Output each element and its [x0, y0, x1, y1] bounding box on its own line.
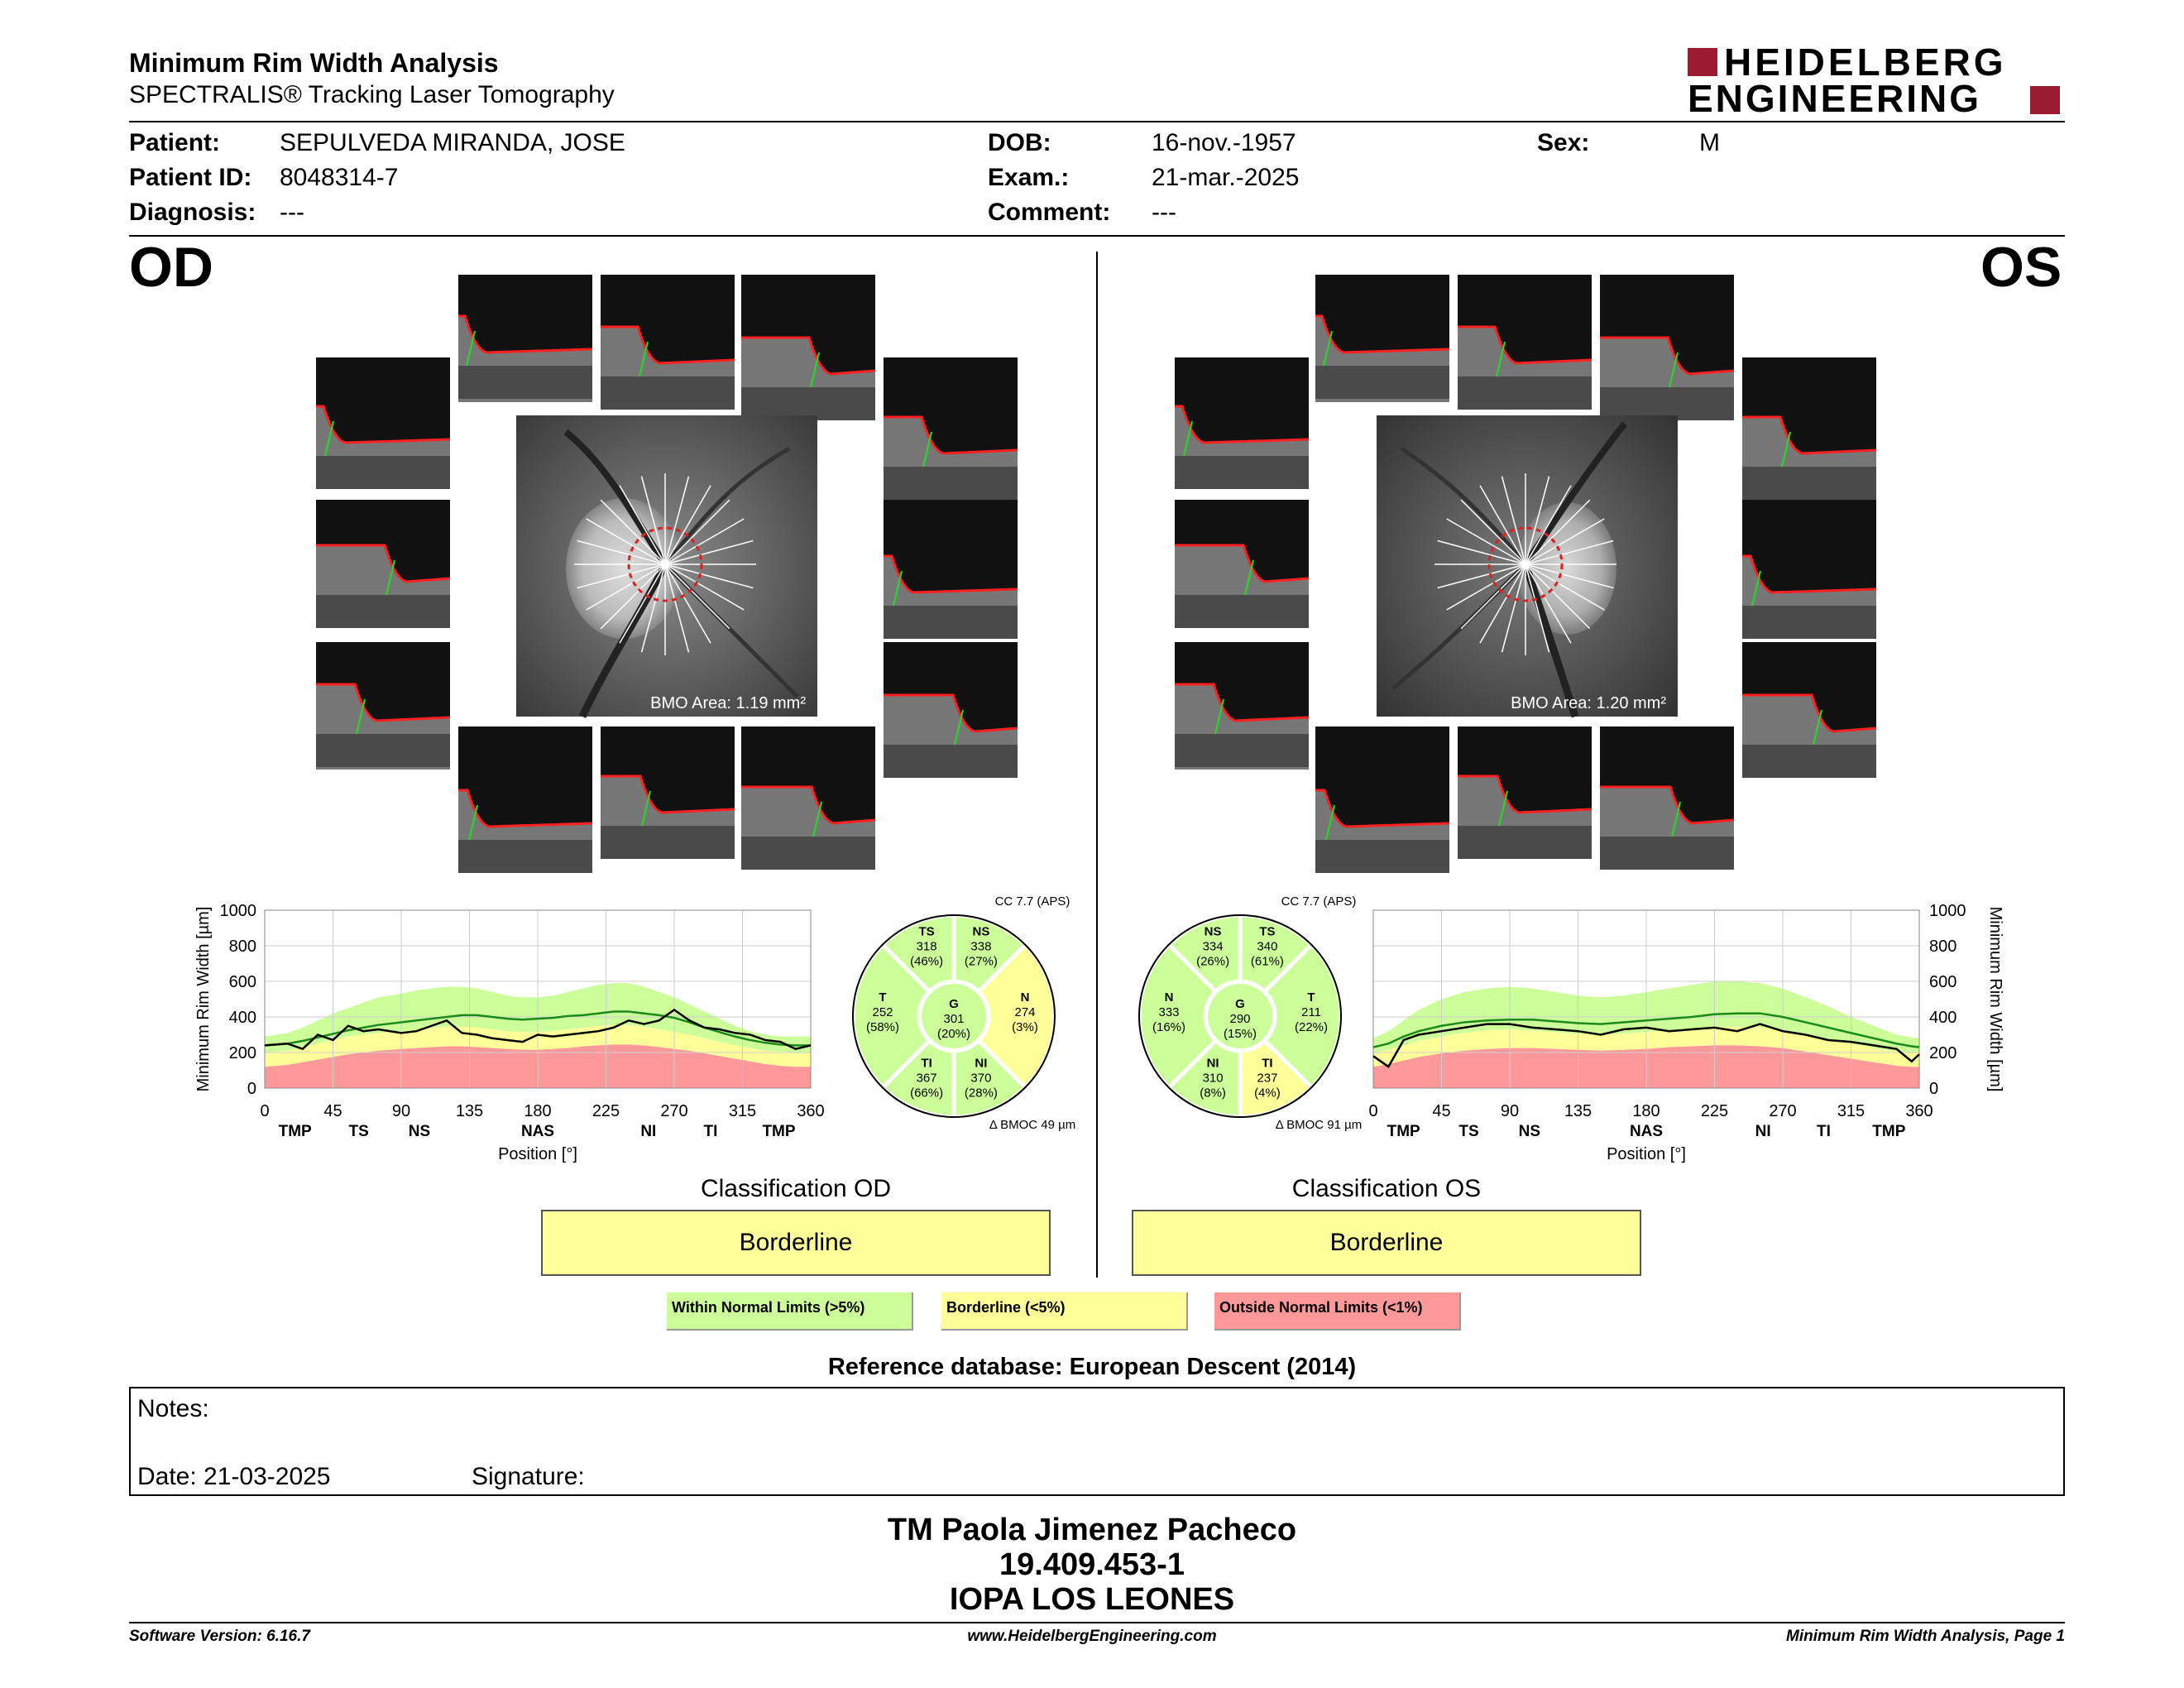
od-oct-scan-8 [316, 642, 450, 770]
od-mrw-chart [190, 894, 836, 1175]
sector-text: (66%) [910, 1086, 944, 1101]
x-tick-label: 45 [323, 1102, 342, 1120]
signatory-institution: IOPA LOS LEONES [949, 1582, 1235, 1617]
patient-id: 8048314-7 [280, 164, 399, 191]
sector-label: TMP [278, 1123, 312, 1140]
od-oct-scan-9 [884, 642, 1018, 770]
website-link[interactable]: www.HeidelbergEngineering.com [967, 1628, 1217, 1645]
os-oct-scan-9 [1742, 642, 1876, 770]
signatory-rut: 19.409.453-1 [999, 1547, 1185, 1582]
patient-id-label: Patient ID: [129, 164, 252, 191]
y-tick-label: 600 [228, 973, 256, 991]
os-oct-scan-1 [1315, 275, 1449, 402]
x-tick-label: 90 [391, 1102, 411, 1120]
x-axis-label: Position [°] [1607, 1145, 1686, 1163]
sector-text: G [949, 997, 959, 1011]
x-tick-label: 180 [1632, 1102, 1660, 1120]
signatory-name: TM Paola Jimenez Pacheco [887, 1513, 1297, 1547]
notes-label: Notes: [137, 1395, 209, 1422]
sector-text: 367 [916, 1071, 937, 1086]
od-oct-scan-3 [741, 275, 875, 402]
bmoc-label: Δ BMOC 49 µm [989, 1118, 1076, 1132]
od-sector-chart [834, 890, 1074, 1130]
sector-text: G [1235, 997, 1245, 1011]
sector-text: NI [975, 1056, 988, 1071]
legend-outside-normal: Outside Normal Limits (<1%) [1214, 1292, 1461, 1331]
signature-label: Signature: [472, 1463, 585, 1490]
sector-label: TMP [1872, 1123, 1906, 1140]
date-label: Date: 21-03-2025 [137, 1463, 331, 1490]
os-classification-value: Borderline [1132, 1210, 1641, 1276]
x-tick-label: 270 [1769, 1102, 1797, 1120]
sector-text: (58%) [865, 1020, 900, 1034]
od-oct-scan-12 [741, 727, 875, 854]
cc-label: CC 7.7 (APS) [994, 894, 1070, 909]
software-version: Software Version: 6.16.7 [129, 1628, 310, 1645]
os-oct-scan-3 [1600, 275, 1734, 402]
sector-text: (16%) [1152, 1020, 1186, 1034]
od-oct-scan-2 [601, 275, 735, 402]
exam-label: Exam.: [988, 164, 1070, 191]
comment-label: Comment: [988, 199, 1111, 226]
exam-date: 21-mar.-2025 [1152, 164, 1300, 191]
sector-text: 301 [943, 1012, 965, 1026]
sector-text: TI [921, 1056, 932, 1071]
y-tick-label: 800 [228, 938, 256, 956]
sector-text: TS [918, 924, 935, 939]
legend-within-normal: Within Normal Limits (>5%) [667, 1292, 913, 1331]
sector-text: TI [1262, 1056, 1273, 1071]
sector-label: NS [1518, 1123, 1541, 1140]
y-tick-label: 0 [247, 1080, 256, 1098]
sector-text: NS [972, 924, 990, 939]
x-tick-label: 0 [1368, 1102, 1378, 1120]
report-title: Minimum Rim Width Analysis [129, 48, 499, 78]
y-tick-label: 600 [1929, 973, 1957, 991]
page-info: Minimum Rim Width Analysis, Page 1 [1786, 1628, 2065, 1645]
x-axis-label: Position [°] [498, 1145, 577, 1163]
sector-label: TMP [1387, 1123, 1420, 1140]
os-oct-scan-4 [1175, 357, 1309, 485]
os-classification-label: Classification OS [1291, 1175, 1482, 1202]
diagnosis: --- [280, 199, 304, 226]
y-tick-label: 0 [1929, 1080, 1939, 1098]
center-divider [1096, 252, 1098, 1278]
os-oct-scan-12 [1600, 727, 1734, 854]
sector-label: TMP [762, 1123, 796, 1140]
y-tick-label: 400 [228, 1009, 256, 1027]
os-oct-scan-2 [1458, 275, 1592, 402]
sector-label: NAS [520, 1123, 555, 1140]
od-oct-scan-7 [884, 500, 1018, 627]
sector-text: 333 [1158, 1005, 1180, 1019]
sector-text: (8%) [1200, 1086, 1226, 1101]
sector-text: (15%) [1223, 1027, 1257, 1041]
x-tick-label: 90 [1500, 1102, 1520, 1120]
x-tick-label: 315 [728, 1102, 757, 1120]
od-classification-value: Borderline [541, 1210, 1051, 1276]
sector-text: (4%) [1254, 1086, 1281, 1101]
x-tick-label: 315 [1837, 1102, 1866, 1120]
sector-text: 237 [1257, 1071, 1278, 1086]
od-oct-scan-1 [458, 275, 592, 402]
od-oct-scan-11 [601, 727, 735, 854]
bmoc-label: Δ BMOC 91 µm [1275, 1118, 1363, 1132]
sector-text: 211 [1301, 1005, 1321, 1019]
sector-label: NS [408, 1123, 431, 1140]
os-sector-chart [1120, 890, 1363, 1132]
y-tick-label: 800 [1929, 938, 1957, 956]
sector-text: 338 [970, 939, 992, 954]
notes-box[interactable] [129, 1387, 2065, 1496]
sector-label: NI [1755, 1123, 1771, 1140]
od-oct-scan-4 [316, 357, 450, 485]
sector-label: NAS [1629, 1123, 1664, 1140]
x-tick-label: 180 [524, 1102, 552, 1120]
sector-text: 252 [872, 1005, 893, 1019]
sector-text: 370 [970, 1071, 992, 1086]
od-fundus-image [516, 415, 817, 717]
y-tick-label: 200 [1929, 1044, 1957, 1062]
sector-text: T [879, 990, 887, 1005]
x-tick-label: 360 [1905, 1102, 1933, 1120]
patient-label: Patient: [129, 129, 221, 156]
sector-label: TI [1817, 1123, 1831, 1140]
os-label: OS [1980, 236, 2062, 299]
os-mrw-chart [1348, 894, 2004, 1175]
sector-label: NI [640, 1123, 657, 1140]
sector-text: (20%) [936, 1027, 971, 1041]
sector-text: NI [1206, 1056, 1219, 1071]
sector-text: T [1307, 990, 1315, 1005]
sector-text: (61%) [1250, 954, 1284, 969]
sector-label: TS [1458, 1123, 1479, 1140]
y-tick-label: 400 [1929, 1009, 1957, 1027]
sector-text: N [1020, 990, 1030, 1005]
sector-text: 274 [1014, 1005, 1036, 1019]
patient-name: SEPULVEDA MIRANDA, JOSE [280, 129, 625, 156]
comment: --- [1152, 199, 1176, 226]
dob: 16-nov.-1957 [1152, 129, 1296, 156]
legend-borderline: Borderline (<5%) [941, 1292, 1188, 1331]
report-subtitle: SPECTRALIS® Tracking Laser Tomography [129, 81, 615, 108]
dob-label: DOB: [988, 129, 1051, 156]
x-tick-label: 225 [1700, 1102, 1729, 1120]
x-tick-label: 270 [660, 1102, 688, 1120]
sector-text: (26%) [1196, 954, 1230, 969]
sector-text: 334 [1202, 939, 1224, 954]
os-oct-scan-7 [1742, 500, 1876, 627]
sector-text: (28%) [964, 1086, 998, 1101]
os-oct-scan-10 [1315, 727, 1449, 854]
sector-text: (3%) [1012, 1020, 1038, 1034]
y-axis-label: Minimum Rim Width [µm] [1986, 906, 2004, 1092]
os-fundus-image [1377, 415, 1678, 717]
heidelberg-logo [1688, 41, 2068, 120]
od-oct-scan-5 [884, 357, 1018, 485]
os-oct-scan-5 [1742, 357, 1876, 485]
x-tick-label: 135 [455, 1102, 484, 1120]
sector-text: NS [1204, 924, 1222, 939]
x-tick-label: 45 [1432, 1102, 1451, 1120]
y-tick-label: 200 [228, 1044, 256, 1062]
sector-text: (27%) [964, 954, 998, 969]
diagnosis-label: Diagnosis: [129, 199, 256, 226]
os-oct-scan-8 [1175, 642, 1309, 770]
sector-text: 318 [916, 939, 937, 954]
sector-text: 340 [1257, 939, 1278, 954]
y-axis-label: Minimum Rim Width [µm] [194, 906, 213, 1092]
od-bmo-area: BMO Area: 1.19 mm² [650, 694, 806, 712]
os-oct-scan-11 [1458, 727, 1592, 854]
os-oct-scan-6 [1175, 500, 1309, 627]
x-tick-label: 0 [260, 1102, 270, 1120]
y-tick-label: 1000 [219, 902, 256, 920]
od-oct-scan-10 [458, 727, 592, 854]
sector-text: (46%) [910, 954, 944, 969]
od-oct-scan-6 [316, 500, 450, 627]
logo-line1: HEIDELBERG [1724, 41, 2007, 84]
cc-label: CC 7.7 (APS) [1281, 894, 1357, 909]
x-tick-label: 225 [592, 1102, 620, 1120]
sector-text: (22%) [1294, 1020, 1329, 1034]
sector-text: TS [1259, 924, 1276, 939]
sex-label: Sex: [1537, 129, 1590, 156]
reference-database: Reference database: European Descent (2014) [827, 1354, 1357, 1380]
od-label: OD [129, 236, 213, 299]
y-tick-label: 1000 [1929, 902, 1966, 920]
sex: M [1699, 129, 1720, 156]
logo-line2: ENGINEERING [1688, 77, 1982, 120]
x-tick-label: 135 [1564, 1102, 1592, 1120]
sector-text: 290 [1229, 1012, 1251, 1026]
sector-text: 310 [1202, 1071, 1224, 1086]
sector-label: TI [703, 1123, 718, 1140]
od-classification-label: Classification OD [700, 1175, 892, 1202]
sector-text: N [1164, 990, 1174, 1005]
os-bmo-area: BMO Area: 1.20 mm² [1511, 694, 1666, 712]
x-tick-label: 360 [797, 1102, 825, 1120]
sector-label: TS [348, 1123, 369, 1140]
